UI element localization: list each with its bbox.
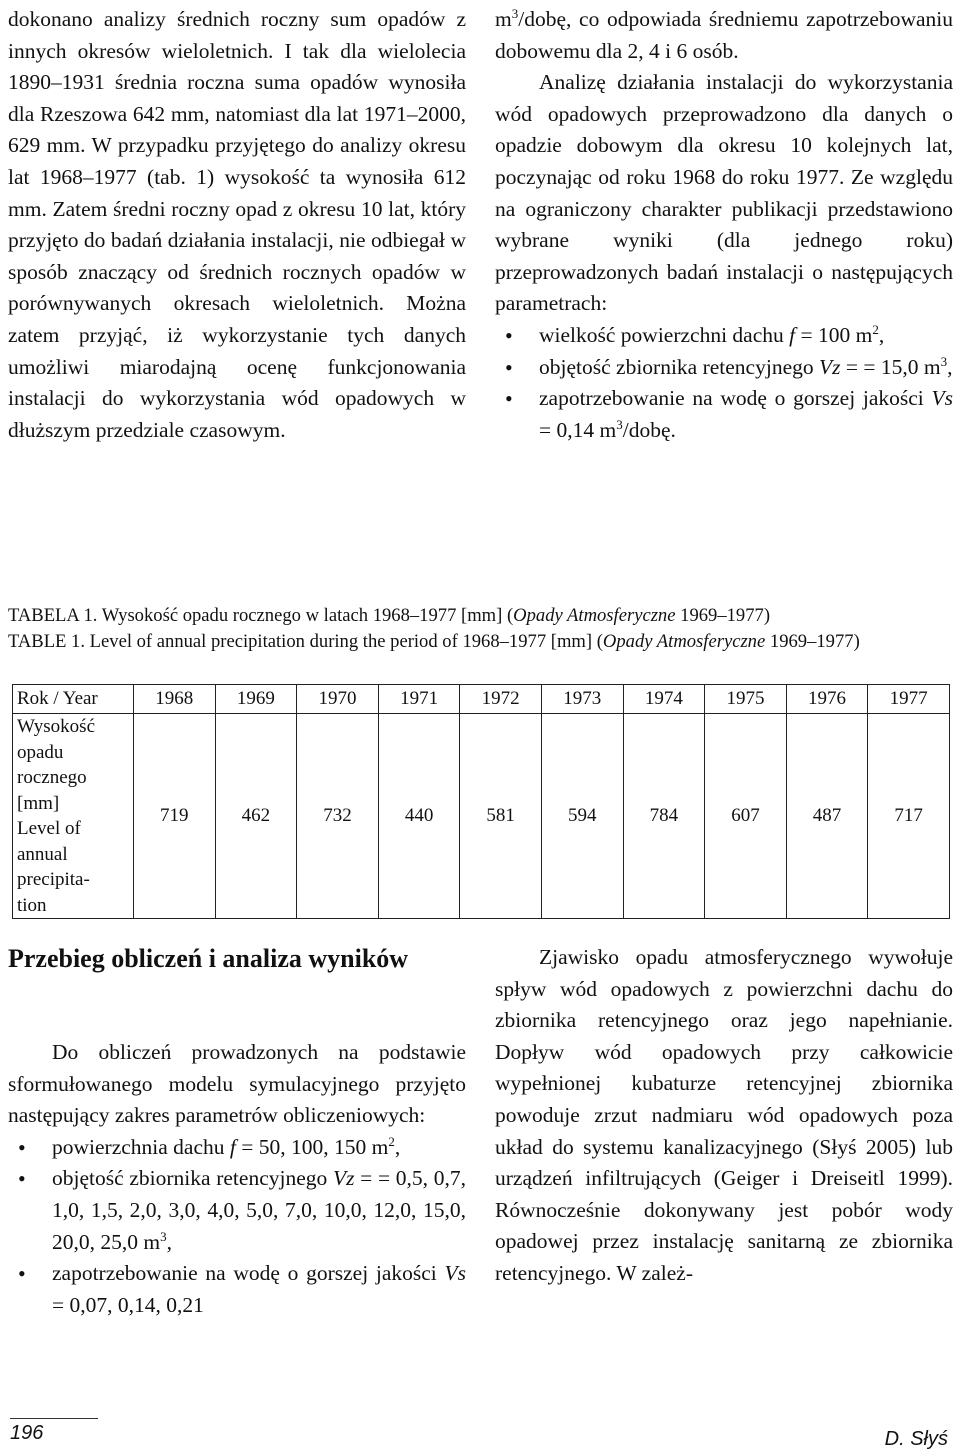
year-cell: 1972 (460, 685, 542, 714)
caption-english (8, 629, 958, 655)
footer-divider (10, 1418, 98, 1419)
text-run: wielkość powierzchni dachu (539, 322, 790, 347)
year-cell: 1974 (623, 685, 705, 714)
value-cell: 487 (786, 714, 868, 919)
bottom-left-column (8, 1037, 466, 1321)
text-run: /dobę, co odpowiada średniemu zapotrzebowaniu dobowemu dla 2, 4 i 6 osób. (495, 7, 953, 63)
header-line: rocznego (17, 767, 87, 788)
text-run: TABLE 1. Level of annual precipitation during the period of 1968–1977 [mm] ( (8, 631, 603, 652)
year-cell: 1969 (215, 685, 297, 714)
variable: Vz (332, 1166, 355, 1191)
paragraph: Analizę działania instalacji do wykorzystania wód opadowych przeprowadzono dla danych o opadzie dobowym dla okresu 10 kolejnych lat, poczynając od roku 1968 do roku 1977. Ze względu na ograniczony charakter publikacji przedstawiono wybrane wyniki (dla jednego roku) przeprowadzonych badań instalacji o następujących parametrach: (495, 70, 953, 316)
header-line: opadu (17, 741, 64, 763)
superscript: 2 (872, 321, 879, 337)
table-row (13, 685, 950, 714)
list-item (8, 1163, 466, 1258)
source-title: Opady Atmosferyczne (513, 605, 676, 626)
year-cell: 1973 (541, 685, 623, 714)
paragraph: Do obliczeń prowadzonych na podstawie sformułowanego modelu symulacyjnego przyjęto następujący zakres parametrów obliczeniowych: (8, 1040, 466, 1128)
value-cell: 732 (297, 714, 379, 919)
top-right-column (495, 4, 953, 446)
row-header-cell (13, 714, 134, 919)
paragraph (495, 4, 953, 67)
text-run: zapotrzebowanie na wodę o gorszej jakości (539, 386, 932, 411)
caption-polish (8, 603, 958, 629)
text-run: zapotrzebowanie na wodę o gorszej jakości (52, 1261, 445, 1286)
value-cell: 717 (868, 714, 950, 919)
year-cell: 1970 (297, 685, 379, 714)
value-cell: 440 (378, 714, 460, 919)
parameter-list (495, 320, 953, 446)
paragraph: dokonano analizy średnich roczny sum opadów z innych okresów wieloletnich. I tak dla wielolecia 1890–1931 średnia roczna suma opadów wynosiła dla Rzeszowa 642 mm, natomiast dla lat 1971–2000, 629 mm. W przypadku przyjętego do analizy okresu lat 1968–1977 (tab. 1) wysokość ta wynosiła 612 mm. Zatem średni roczny opad z okresu 10 lat, który przyjęto do badań działania instalacji, nie odbiegał w sposób znaczący od średnich rocznych opadów w porównywanych okresach wieloletnich. Można zatem przyjąć, iż wykorzystanie tych danych umożliwi miarodajną ocenę funkcjonowania instalacji do wykorzystania wód opadowych w dłuższym przedziale czasowym. (8, 7, 466, 442)
text-run: powierzchnia dachu (52, 1134, 230, 1159)
variable: f (229, 1134, 236, 1159)
value-cell: 607 (705, 714, 787, 919)
variable: f (789, 322, 796, 347)
text-run: = = 15,0 m (840, 354, 941, 379)
text-run: , (947, 354, 953, 379)
page-number: 196 (10, 1422, 44, 1444)
year-cell: 1976 (786, 685, 868, 714)
superscript: 2 (388, 1133, 395, 1149)
bottom-right-column (495, 942, 953, 1290)
variable: Vs (444, 1261, 466, 1286)
header-line: [mm] (17, 792, 60, 814)
year-cell: 1971 (378, 685, 460, 714)
text-run: 1969–1977) (675, 605, 771, 626)
text-run: objętość zbiornika retencyjnego (52, 1166, 333, 1191)
text-run: objętość zbiornika retencyjnego (539, 354, 819, 379)
text-run: = 50, 100, 150 m (235, 1134, 389, 1159)
variable: Vs (931, 386, 953, 411)
text-run: = = 0,5, 0,7, 1,0, 1,5, 2,0, 3,0, 4,0, 5,0, 7,0, 10,0, 12,0, 15,0, 20,0, 25,0 m (52, 1166, 466, 1254)
header-line: Wysokość (17, 716, 96, 737)
text-run: = 0,07, 0,14, 0,21 (52, 1292, 204, 1317)
header-line: Level of (17, 818, 81, 839)
text-run: = 0,14 m (539, 417, 617, 442)
table-row (13, 714, 950, 919)
header-line: precipita- (17, 869, 90, 890)
source-title: Opady Atmosferyczne (602, 631, 766, 652)
text-run: , (878, 322, 885, 347)
value-cell: 594 (541, 714, 623, 919)
year-header-cell: Rok / Year (13, 685, 134, 714)
list-item (8, 1258, 466, 1321)
year-cell: 1975 (705, 685, 787, 714)
precipitation-table (12, 684, 950, 919)
text-run: , (166, 1229, 172, 1254)
text-run: , (394, 1134, 401, 1159)
list-item (8, 1132, 466, 1164)
text-run: /dobę. (622, 417, 676, 442)
header-line: annual (17, 843, 68, 865)
text-run: m (495, 7, 512, 31)
table-caption (8, 603, 958, 655)
superscript: 3 (940, 353, 948, 369)
superscript: 3 (511, 6, 519, 21)
text-run: = 100 m (795, 322, 873, 347)
list-item (495, 383, 953, 446)
author-name: D. Słyś (884, 1428, 948, 1450)
value-cell: 784 (623, 714, 705, 919)
top-left-column (8, 4, 466, 446)
parameter-list (8, 1132, 466, 1322)
value-cell: 462 (215, 714, 297, 919)
list-item (495, 320, 953, 352)
text-run: TABELA 1. Wysokość opadu rocznego w latach 1968–1977 [mm] ( (8, 605, 514, 626)
header-line: tion (17, 894, 47, 916)
section-heading: Przebieg obliczeń i analiza wyników (8, 944, 409, 973)
paragraph: Zjawisko opadu atmosferycznego wywołuje spływ wód opadowych z powierzchni dachu do zbiornika retencyjnego oraz jego napełnianie. Dopływ wód opadowych przy całkowicie wypełnionej kubaturze retencyjnej zbiornika powoduje zrzut nadmiaru wód opadowych poza układ do systemu kanalizacyjnego (Słyś 2005) lub urządzeń infiltrujących (Geiger i Dreiseitl 1999). Równocześnie dokonywany jest pobór wody opadowej przez instalację sanitarną ze zbiornika retencyjnego. W zależ- (495, 945, 953, 1285)
superscript: 3 (616, 416, 623, 432)
value-cell: 581 (460, 714, 542, 919)
text-run: 1969–1977) (765, 631, 860, 652)
year-cell: 1977 (868, 685, 950, 714)
variable: Vz (819, 354, 841, 379)
value-cell: 719 (134, 714, 216, 919)
year-cell: 1968 (134, 685, 216, 714)
superscript: 3 (160, 1228, 167, 1244)
list-item (495, 352, 953, 384)
